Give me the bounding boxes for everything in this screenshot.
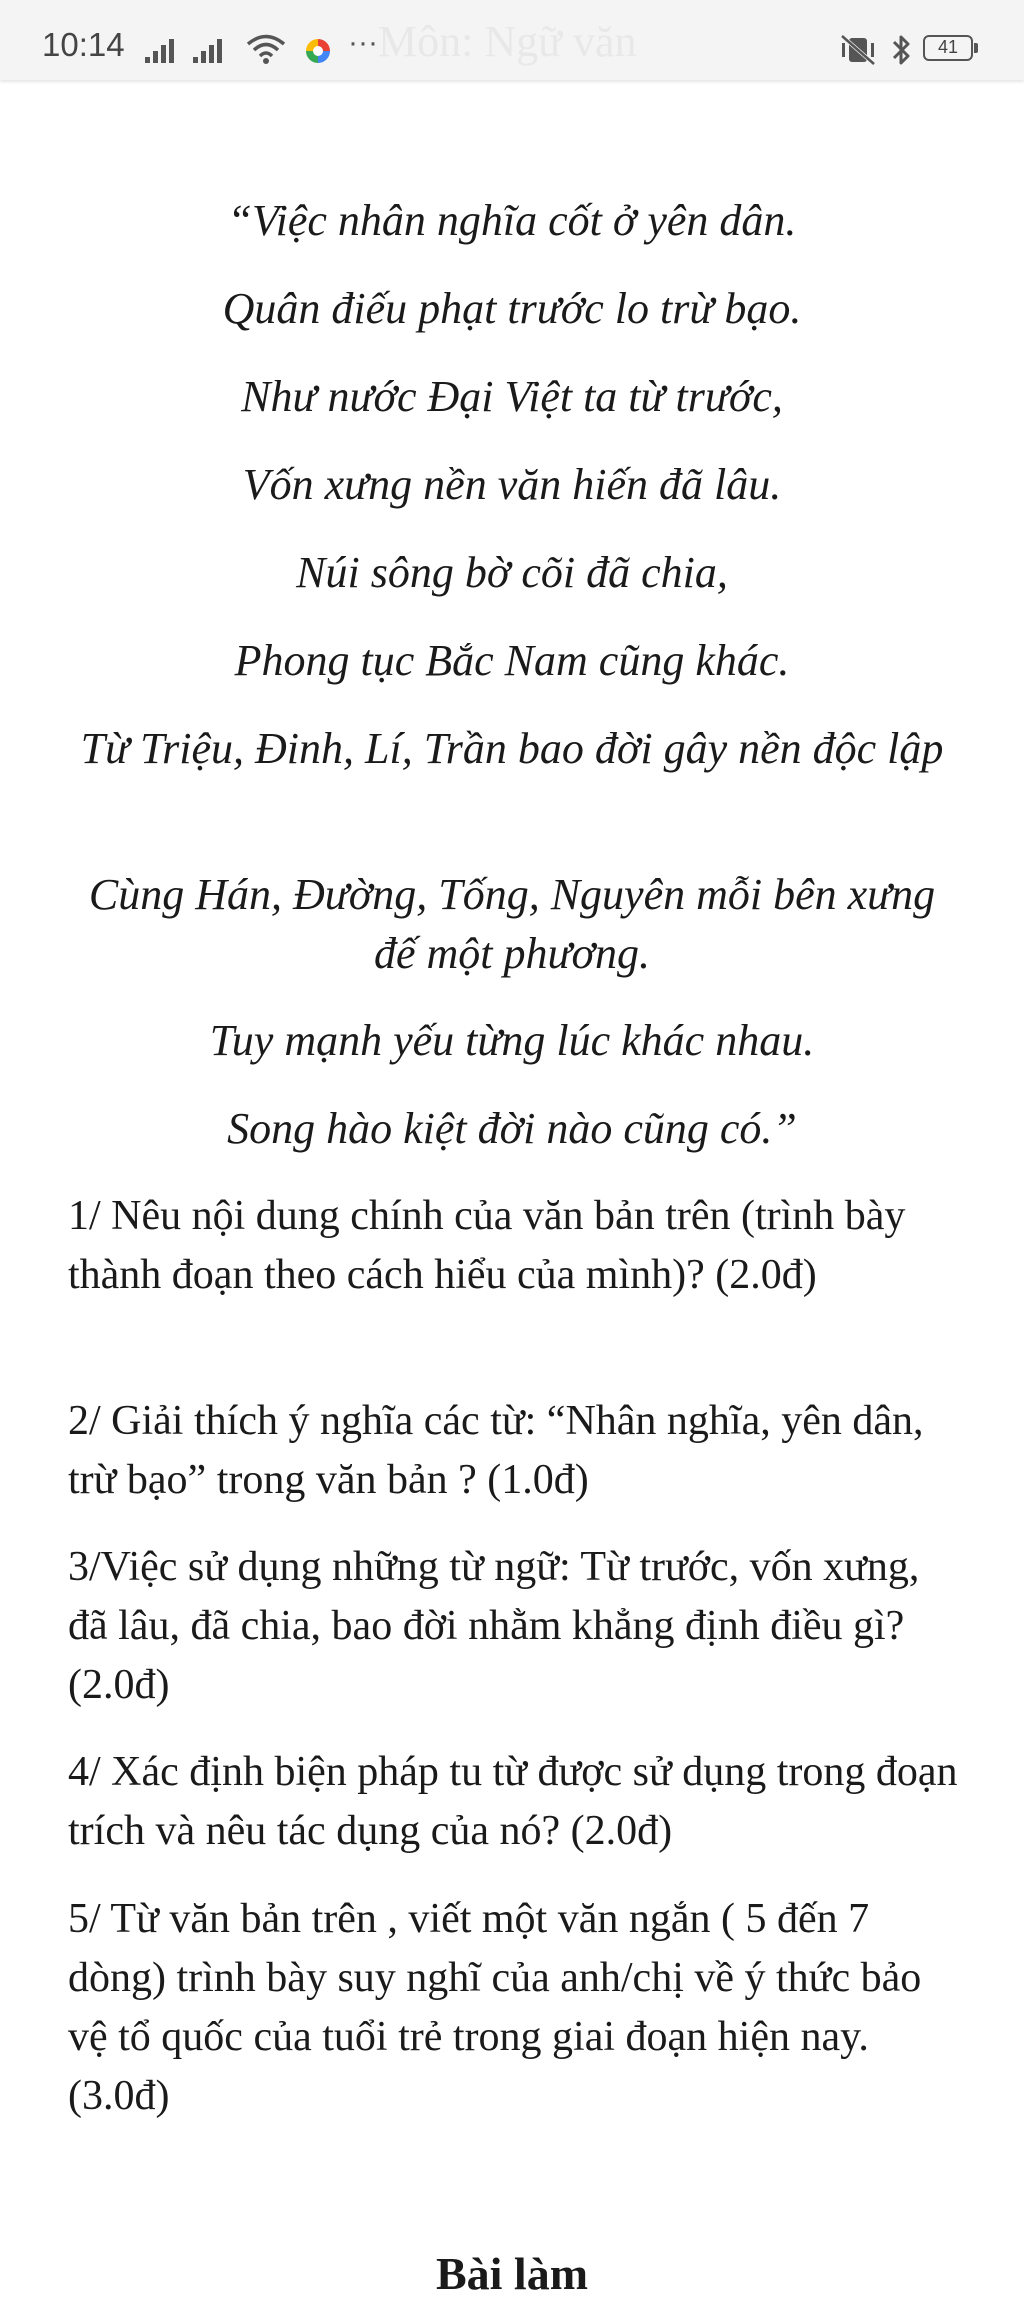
signal-bars-icon	[193, 36, 233, 64]
poem-line: Song hào kiệt đời nào cũng có.”	[227, 1104, 797, 1153]
poem-line: Quân điếu phạt trước lo trừ bạo.	[222, 284, 802, 333]
bluetooth-icon	[891, 33, 913, 67]
wifi-icon	[246, 33, 286, 65]
status-time: 10:14	[42, 26, 125, 63]
battery-icon: 41	[923, 35, 973, 61]
color-circle-icon	[305, 38, 331, 64]
vibrate-mute-icon	[838, 34, 878, 66]
question-item: 1/ Nêu nội dung chính của văn bản trên (trình bày thành đoạn theo cách hiểu của mình)? (2.0đ)	[68, 1193, 906, 1298]
question-item: 4/ Xác định biện pháp tu từ được sử dụng trong đoạn trích và nêu tác dụng của nó? (2.0đ)	[68, 1749, 958, 1854]
poem-line: Cùng Hán, Đường, Tống, Nguyên mỗi bên xưng đế một phương.	[88, 870, 936, 978]
faded-title: Môn: Ngữ văn	[378, 17, 637, 66]
question-item: 2/ Giải thích ý nghĩa các từ: “Nhân nghĩa, yên dân, trừ bạo” trong văn bản ? (1.0đ)	[68, 1398, 924, 1503]
poem-line: Vốn xưng nền văn hiến đã lâu.	[242, 460, 782, 509]
poem-line: Núi sông bờ cõi đã chia,	[296, 548, 728, 597]
question-item: 5/ Từ văn bản trên , viết một văn ngắn ( 5 đến 7 dòng) trình bày suy nghĩ của anh/chị về ý thức bảo vệ tổ quốc của tuổi trẻ trong giai đoạn hiện nay. (3.0đ)	[68, 1896, 922, 2119]
question-item: 3/Việc sử dụng những từ ngữ: Từ trước, vốn xưng, đã lâu, đã chia, bao đời nhằm khẳng định điều gì? (2.0đ)	[68, 1544, 920, 1708]
poem-line: Phong tục Bắc Nam cũng khác.	[234, 636, 790, 685]
status-bar	[0, 0, 1024, 80]
poem-line: “Việc nhân nghĩa cốt ở yên dân.	[227, 196, 797, 245]
overflow-dots: ···	[348, 26, 378, 59]
poem-line: Như nước Đại Việt ta từ trước,	[241, 372, 783, 421]
poem-line: Tuy mạnh yếu từng lúc khác nhau.	[209, 1016, 815, 1065]
poem-line: Từ Triệu, Đinh, Lí, Trần bao đời gây nền độc lập	[80, 724, 944, 773]
answer-heading: Bài làm	[435, 2248, 589, 2299]
signal-bars-icon	[145, 36, 185, 64]
